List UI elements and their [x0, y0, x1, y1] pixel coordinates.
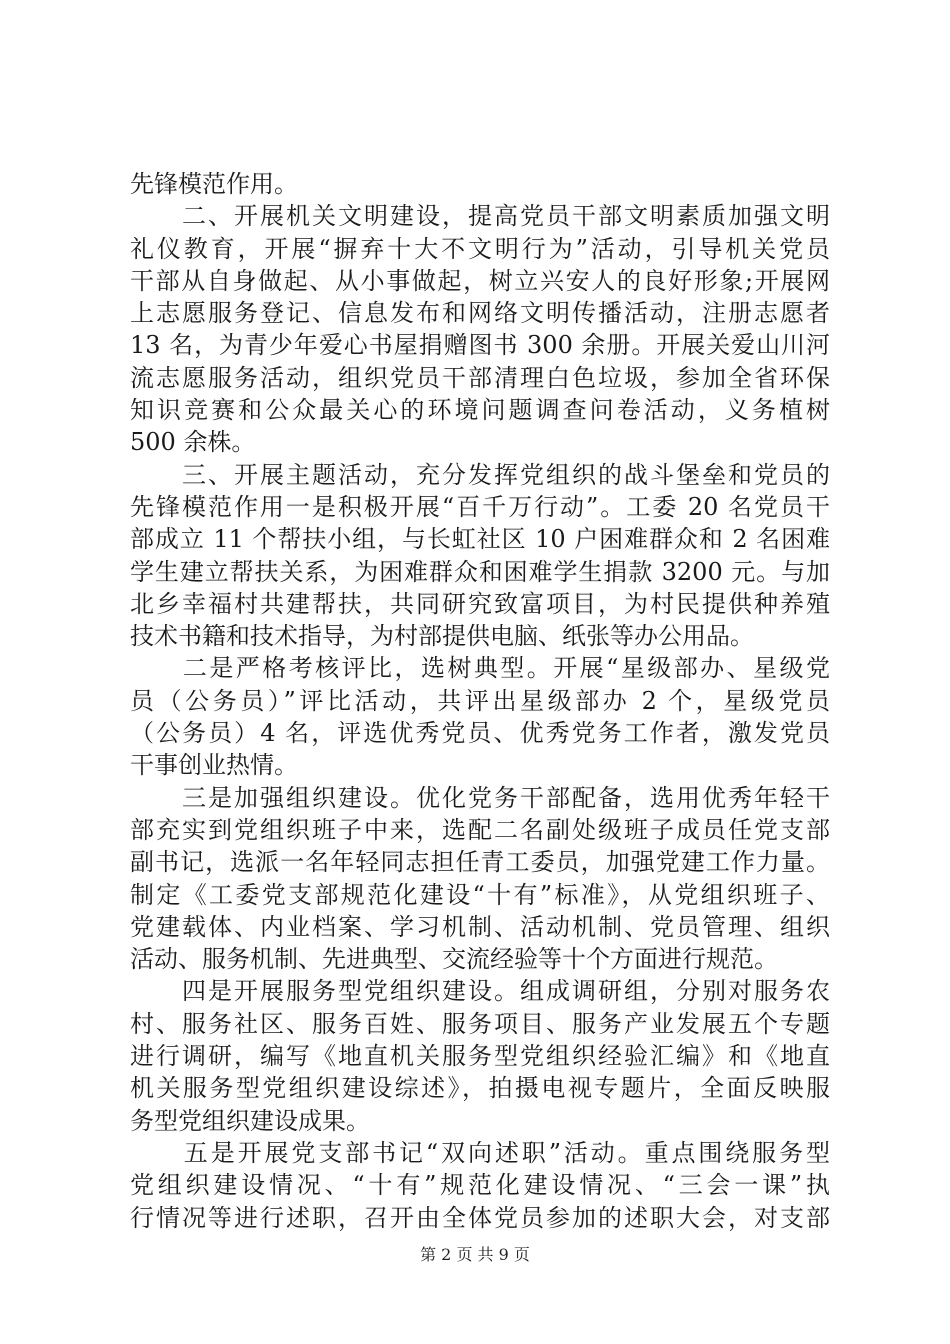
- text-line: 北乡幸福村共建帮扶，共同研究致富项目，为村民提供种养殖: [130, 589, 830, 618]
- text-line: 副书记，选派一名年轻同志担任青工委员，加强党建工作力量。: [130, 848, 830, 877]
- text-line: 13 名，为青少年爱心书屋捐赠图书 300 余册。开展关爱山川河: [130, 331, 830, 360]
- text-line: 五是开展党支部书记“双向述职”活动。重点围绕服务型: [130, 1138, 830, 1167]
- page-footer: [0, 1245, 950, 1265]
- text-line: 干部从自身做起、从小事做起，树立兴安人的良好形象;开展网: [130, 266, 830, 295]
- text-line: 先锋模范作用。: [130, 170, 298, 198]
- text-line: 务型党组织建设成果。: [130, 1106, 370, 1135]
- text-line: 干事创业热情。: [130, 751, 298, 780]
- text-line: 技术书籍和技术指导，为村部提供电脑、纸张等办公用品。: [130, 622, 754, 651]
- text-line: （公务员）4 名，评选优秀党员、优秀党务工作者，激发党员: [130, 719, 830, 748]
- text-line: 进行调研，编写《地直机关服务型党组织经验汇编》和《地直: [130, 1042, 830, 1071]
- text-line: 二是严格考核评比，选树典型。开展“星级部办、星级党: [130, 654, 830, 683]
- text-line: 上志愿服务登记、信息发布和网络文明传播活动，注册志愿者: [130, 299, 830, 328]
- text-line: 先锋模范作用一是积极开展“百千万行动”。工委 20 名党员干: [130, 492, 830, 521]
- text-line: 二、开展机关文明建设，提高党员干部文明素质加强文明: [130, 202, 830, 231]
- document-body: [130, 168, 830, 1234]
- text-line: 行情况等进行述职，召开由全体党员参加的述职大会，对支部: [130, 1203, 830, 1232]
- text-line: 三是加强组织建设。优化党务干部配备，选用优秀年轻干: [130, 783, 830, 812]
- text-line: 学生建立帮扶关系，为困难群众和困难学生捐款 3200 元。与加: [130, 557, 830, 586]
- text-line: 部成立 11 个帮扶小组，与长虹社区 10 户困难群众和 2 名困难: [130, 525, 830, 554]
- text-line: 部充实到党组织班子中来，选配二名副处级班子成员任党支部: [130, 815, 830, 844]
- text-line: 500 余株。: [130, 428, 256, 457]
- text-line: 村、服务社区、服务百姓、服务项目、服务产业发展五个专题: [130, 1009, 830, 1038]
- text-line: 四是开展服务型党组织建设。组成调研组，分别对服务农: [130, 977, 830, 1006]
- page-number-label: 第 2 页 共 9 页: [420, 1245, 530, 1264]
- text-line: 知识竞赛和公众最关心的环境问题调查问卷活动，义务植树: [130, 396, 830, 425]
- text-line: 礼仪教育，开展“摒弃十大不文明行为”活动，引导机关党员: [130, 234, 830, 263]
- text-line: 流志愿服务活动，组织党员干部清理白色垃圾，参加全省环保: [130, 363, 830, 392]
- text-line: 党组织建设情况、“十有”规范化建设情况、“三会一课”执: [130, 1171, 830, 1200]
- text-line: 制定《工委党支部规范化建设“十有”标准》，从党组织班子、: [130, 880, 830, 909]
- text-line: 活动、服务机制、先进典型、交流经验等十个方面进行规范。: [130, 945, 778, 974]
- text-line: 机关服务型党组织建设综述》，拍摄电视专题片，全面反映服: [130, 1074, 830, 1103]
- text-line: 三、开展主题活动，充分发挥党组织的战斗堡垒和党员的: [130, 460, 830, 489]
- text-line: 党建载体、内业档案、学习机制、活动机制、党员管理、组织: [130, 912, 830, 941]
- text-line: 员（公务员）”评比活动，共评出星级部办 2 个，星级党员: [130, 686, 830, 715]
